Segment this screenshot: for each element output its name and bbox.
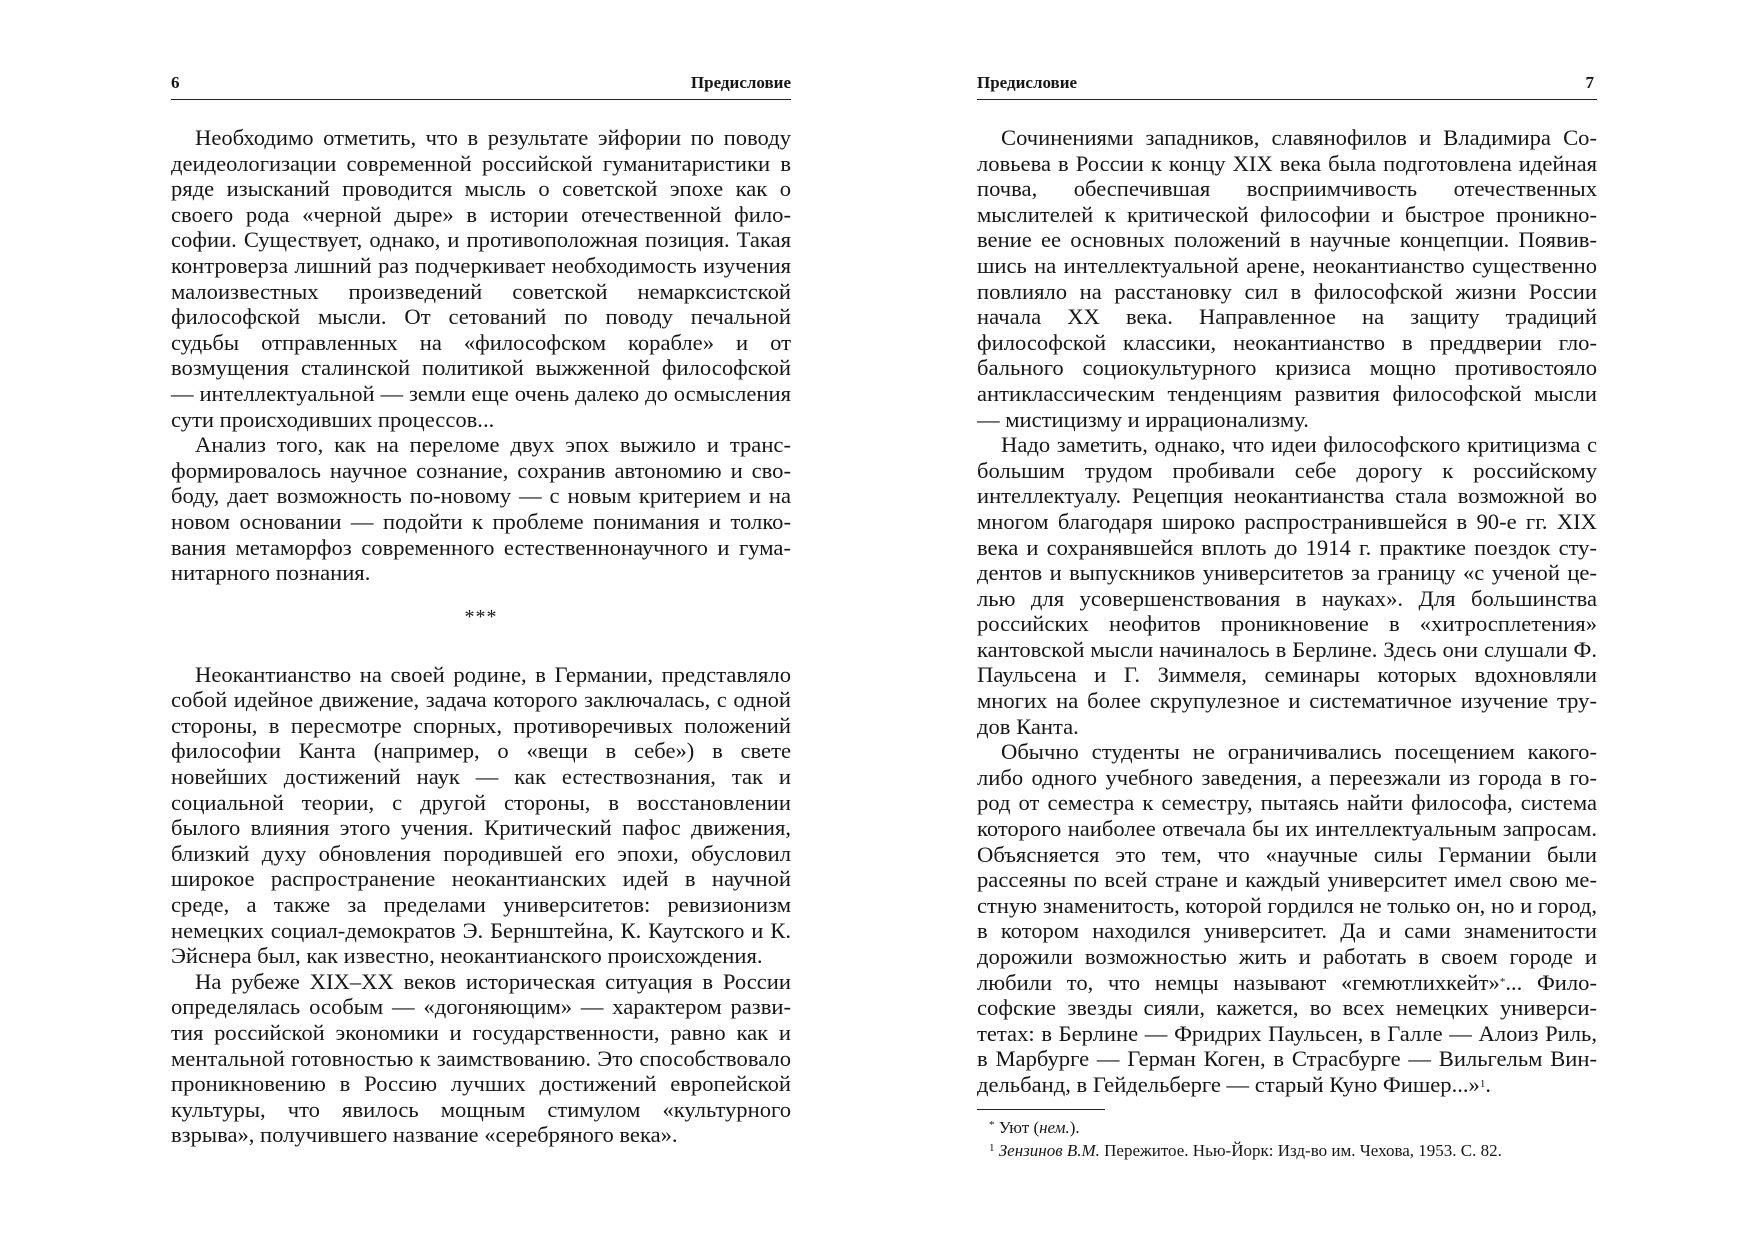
paragraph-text: Обычно студенты не ограничивались посещением какого-либо одного учебного заведения, а переезжали из города в город от семестра к семестру, пытаясь найти философа, система которого наиболее отвечала бы их интеллектуальным запросам. Объясняется это тем, что «научные силы Германии были рассеяны по всей стране и каждый университет имел свою местную знаменитость, которой гордился не только он, но и город, в котором находился университет. Да и сами знаменитости дорожили возможностью жить и работать в своем городе и любили то, что немцы называют «гемютлихкейт» (977, 739, 1597, 995)
footnote-mark: 1 (989, 1142, 995, 1154)
body-text (171, 125, 791, 1148)
section-separator: *** (464, 605, 498, 628)
running-title: Предисловие (690, 73, 791, 92)
header-rule (171, 99, 791, 100)
paragraph: Необходимо отметить, что в результате эйфории по поводу деидеологизации современной российской гуманитаристики в ряде изысканий проводится мысль о советской эпохе как о своего рода «черной дыре» в истории отечественной философии. Существует, однако, и противоположная позиция. Такая контроверза лишний раз подчеркивает необходимость изучения малоизвестных произведений советской немарксистской философской мысли. От сетований по поводу печальной судьбы отправленных на «философском корабле» и от возмущения сталинской политикой выжженной философской — интеллектуальной — земли еще очень далеко до осмысления сути происходивших процессов... (171, 125, 791, 432)
footnote-italic: нем. (1039, 1118, 1070, 1137)
footnote-mark: * (989, 1119, 995, 1131)
paragraph: Сочинениями западников, славянофилов и Владимира Соловьева в России к концу XIX века была подготовлена идейная почва, обеспечившая восприимчивость отечественных мыслителей к критической философии и быстрое проникновение ее основных положений в научные концепции. Появившись на интеллектуальной арене, неокантианство существенно повлияло на расстановку сил в философской жизни России начала XX века. Направленное на защиту традиций философской классики, неокантианство в преддверии глобального социокультурного кризиса мощно противостояло антиклассическим тенденциям развития философской мысли — мистицизму и иррационализму. (977, 125, 1597, 432)
footnote-author: Зензинов В.М. (998, 1141, 1100, 1160)
page-number: 6 (171, 73, 180, 92)
footnote-marker: 1 (1479, 1077, 1486, 1090)
running-head (171, 72, 791, 98)
running-title: Предисловие (977, 73, 1078, 92)
paragraph-text: ... Философские звезды сияли, кажется, во всех немецких университетах: в Берлине — Фридрих Паульсен, в Галле — Алоиз Риль, в Марбурге — Герман Коген, в Страсбурге — Вильгельм Виндельбанд, в Гейдельберге — старый Куно Фишер...» (977, 969, 1597, 1097)
footnote-text: Пережитое. Нью-Йорк: Изд-во им. Чехова, 1953. С. 82. (1099, 1141, 1502, 1160)
paragraph-text: . (1485, 1071, 1491, 1097)
paragraph: Надо заметить, однако, что идеи философского критицизма с большим трудом пробивали себе дорогу к российскому интеллектуалу. Рецепция неокантианства стала возможной во многом благодаря широко распространившейся в 90-е гг. XIX века и сохранявшейся вплоть до 1914 г. практике поездок студентов и выпускников университетов за границу «с ученой целью для усовершенствования в науках». Для большинства российских неофитов проникновение в «хитросплетения» кантовской мысли начиналось в Берлине. Здесь они слушали Ф. Паульсена и Г. Зиммеля, семинары которых вдохновляли многих на более скрупулезное и систематичное изучение трудов Канта. (977, 432, 1597, 739)
footnote-text: Уют ( (998, 1118, 1040, 1137)
paragraph (977, 739, 1597, 1097)
footnotes (977, 1116, 1597, 1162)
footnote (977, 1116, 1597, 1139)
footnote-text: ). (1069, 1118, 1080, 1137)
footnote-marker: * (1499, 975, 1506, 988)
header-rule (977, 99, 1597, 100)
running-head (977, 72, 1597, 98)
paragraph: На рубеже XIX–XX веков историческая ситуация в России определялась особым — «догоняющим» — характером развития российской экономики и государственности, равно как и ментальной готовностью к заимствованию. Это способствовало проникновению в Россию лучших достижений европейской культуры, что явилось мощным стимулом «культурного взрыва», получившего название «серебряного века». (171, 968, 791, 1148)
paragraph: Неокантианство на своей родине, в Германии, представляло собой идейное движение, задача которого заключалась, с одной стороны, в пересмотре спорных, противоречивых положений философии Канта (например, о «вещи в себе») в свете новейших достижений наук — как естествознания, так и социальной теории, с другой стороны, в восстановлении былого влияния этого учения. Критический пафос движения, близкий духу обновления породившей его эпохи, обусловил широкое распространение неокантианских идей в научной среде, а также за пределами университетов: ревизионизм немецких социал-демократов Э. Бернштейна, К. Каутского и К. Эйснера был, как известно, неокантианского происхождения. (171, 661, 791, 969)
page-number: 7 (1585, 73, 1594, 92)
footnote-rule (977, 1109, 1105, 1110)
footnote (977, 1139, 1597, 1162)
body-text (977, 125, 1597, 1098)
paragraph: Анализ того, как на переломе двух эпох выжило и трансформировалось научное сознание, сохранив автономию и свободу, дает возможность по-новому — с новым критерием и на новом основании — подойти к проблеме понимания и толкования метаморфоз современного естественнонаучного и гуманитарного познания. (171, 432, 791, 586)
